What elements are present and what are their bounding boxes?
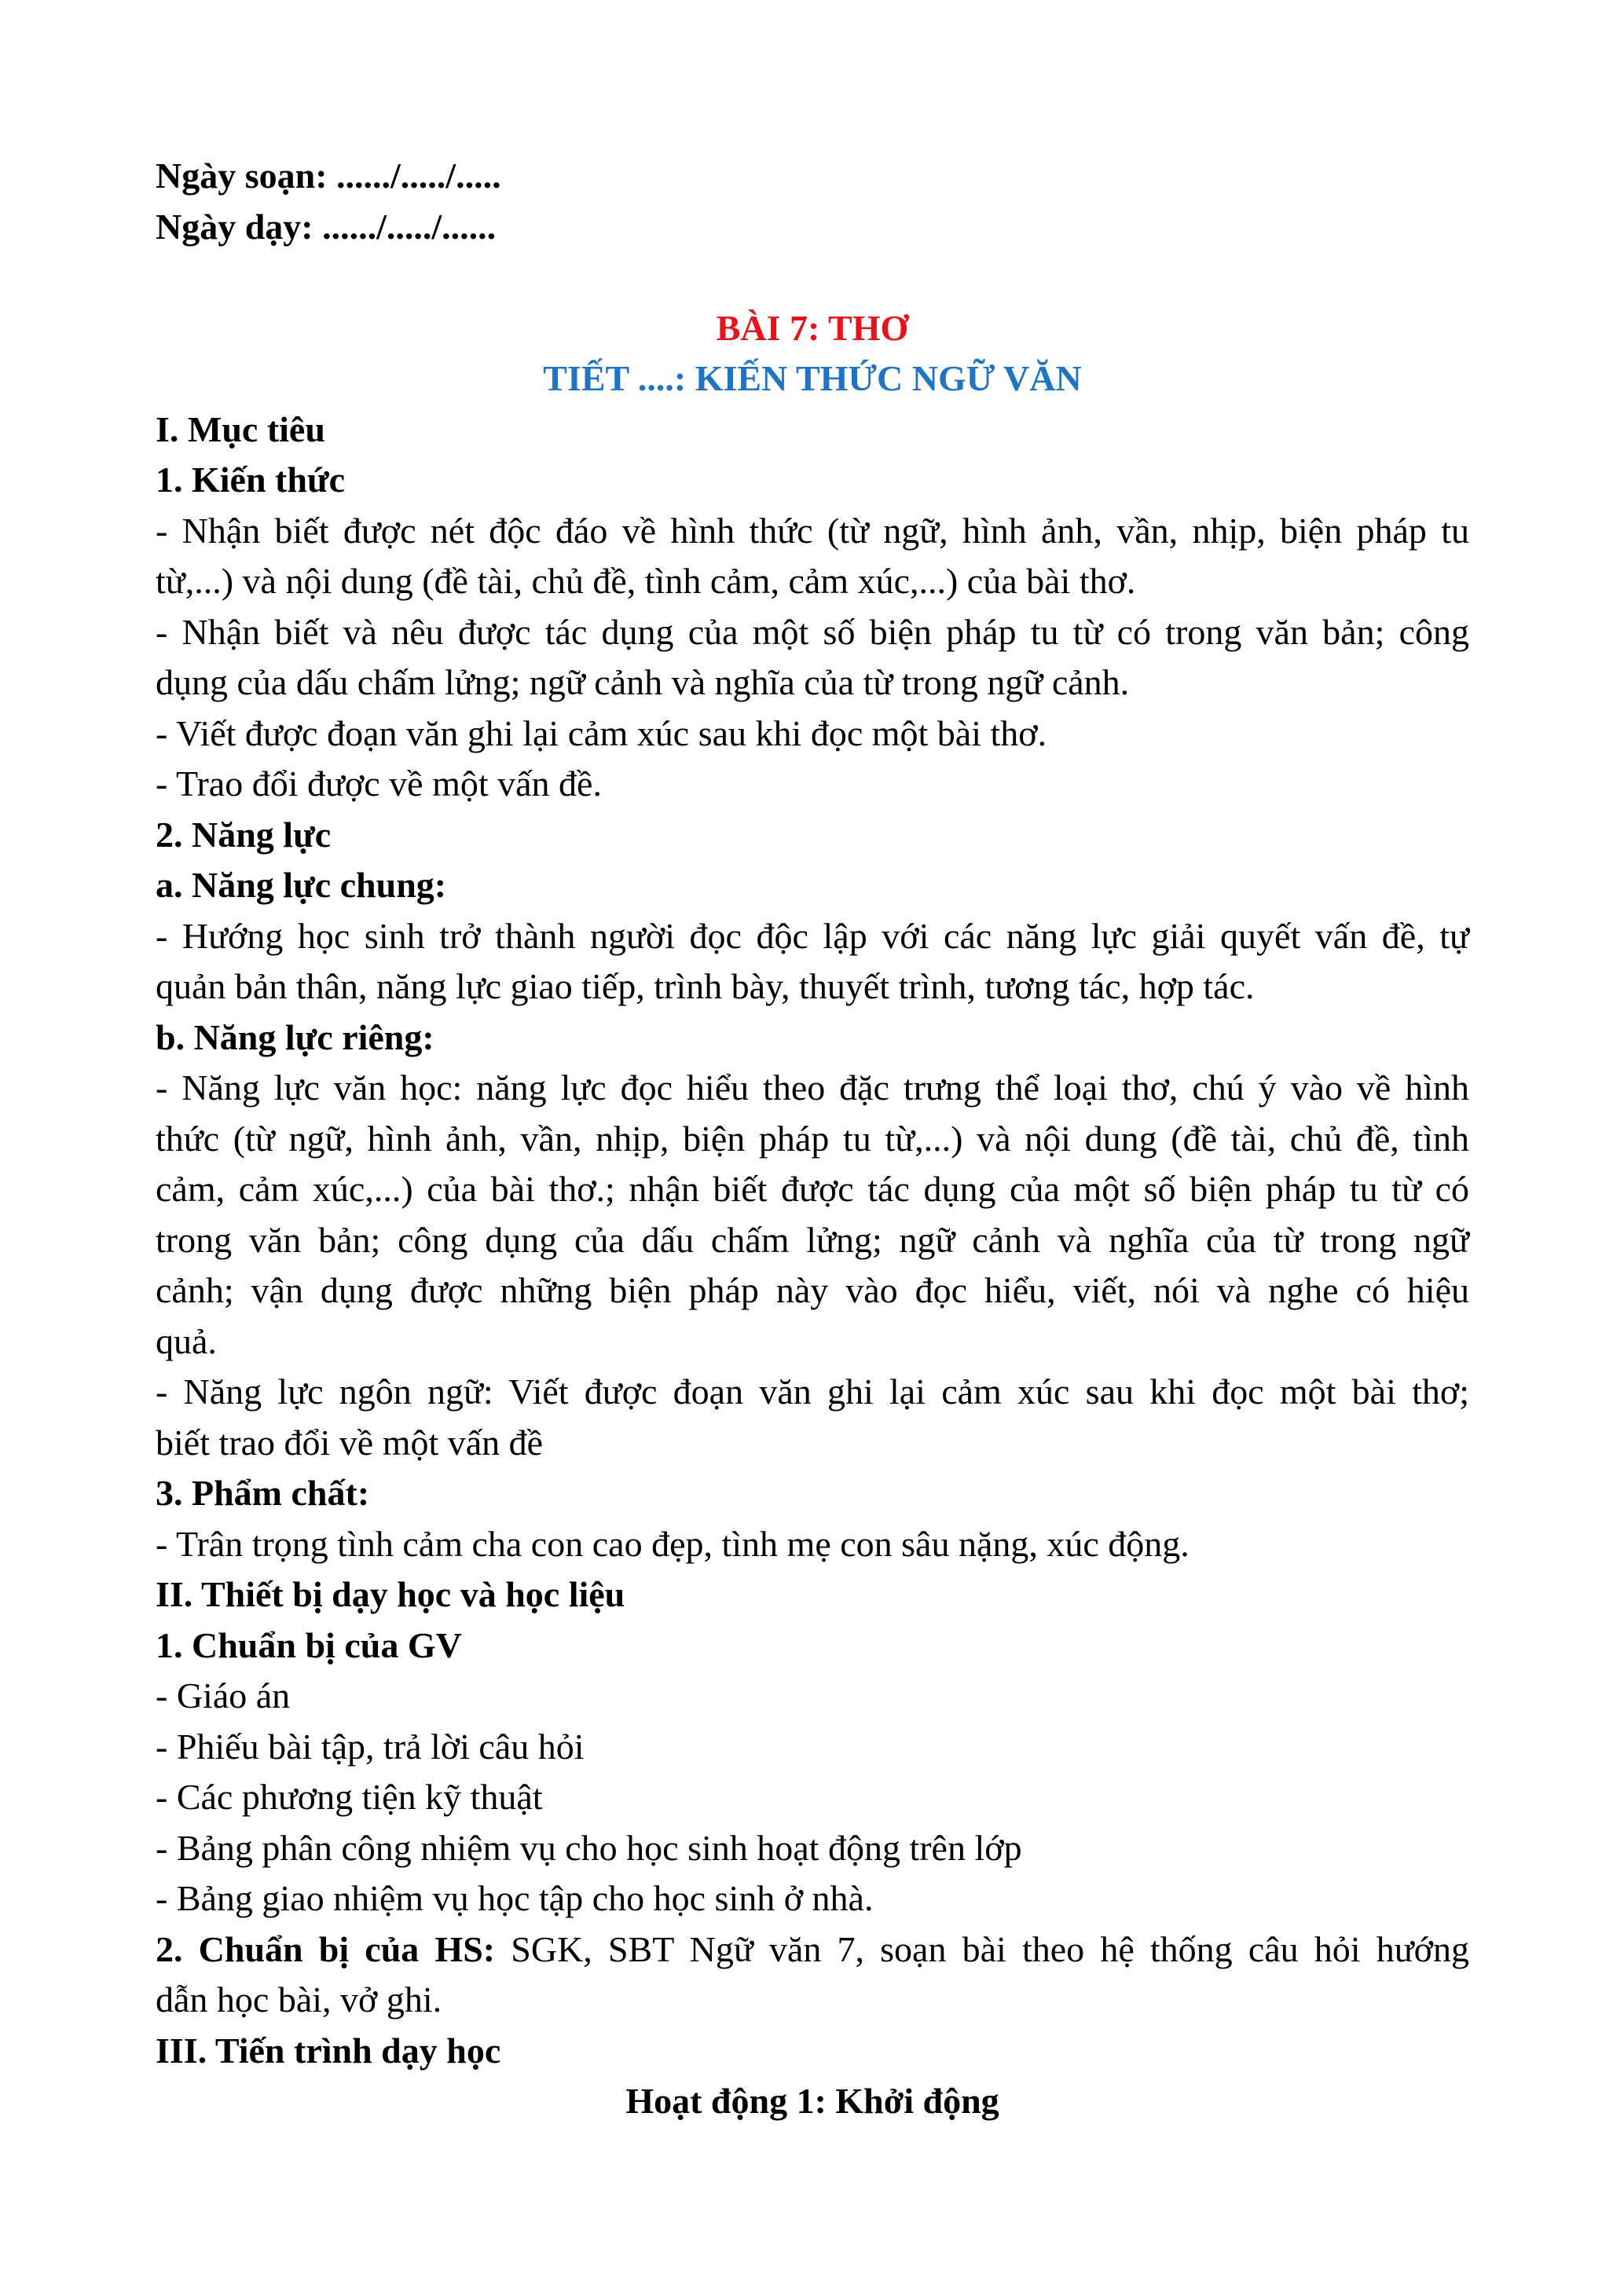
activity-heading: Hoạt động 1: Khởi động <box>625 2081 999 2121</box>
document-page <box>156 151 1469 2127</box>
specific-competence-heading: b. Năng lực riêng: <box>156 1016 434 1057</box>
paragraph-line: - Nhận biết và nêu được tác dụng của một số biện pháp tu từ có trong văn bản; công <box>156 611 1469 652</box>
paragraph-line: - Năng lực ngôn ngữ: Viết được đoạn văn ghi lại cảm xúc sau khi đọc một bài thơ; <box>156 1371 1469 1412</box>
paragraph-line: - Trao đổi được về một vấn đề. <box>156 764 602 804</box>
spacer <box>156 252 1469 303</box>
student-prep-text: SGK, SBT Ngữ văn 7, soạn bài theo hệ thống câu hỏi hướng <box>495 1928 1470 1969</box>
paragraph-line: quản bản thân, năng lực giao tiếp, trình bày, thuyết trình, tương tác, hợp tác. <box>156 966 1255 1006</box>
paragraph-line: cảnh; vận dụng được những biện pháp này vào đọc hiểu, viết, nói và nghe có hiệu <box>156 1270 1469 1310</box>
list-item: - Các phương tiện kỹ thuật <box>156 1777 543 1817</box>
paragraph-line: dẫn học bài, vở ghi. <box>156 1979 442 2020</box>
quality-heading: 3. Phẩm chất: <box>156 1473 370 1513</box>
student-prep-label: 2. Chuẩn bị của HS: <box>156 1928 496 1969</box>
paragraph-line: quả. <box>156 1320 217 1361</box>
student-prep-line <box>156 1924 1469 1976</box>
teach-date: Ngày dạy: ....../...../...... <box>156 206 497 247</box>
competence-heading: 2. Năng lực <box>156 814 332 855</box>
paragraph-line: - Năng lực văn học: năng lực đọc hiểu theo đặc trưng thể loại thơ, chú ý vào về hình <box>156 1067 1469 1108</box>
paragraph-line: - Nhận biết được nét độc đáo về hình thức (từ ngữ, hình ảnh, vần, nhịp, biện pháp tu <box>156 510 1469 551</box>
teacher-prep-heading: 1. Chuẩn bị của GV <box>156 1624 462 1665</box>
paragraph-line: từ,...) và nội dung (đề tài, chủ đề, tình cảm, cảm xúc,...) của bài thơ. <box>156 561 1136 601</box>
section-equipment-heading: II. Thiết bị dạy học và học liệu <box>156 1574 625 1614</box>
paragraph-line: thức (từ ngữ, hình ảnh, vần, nhịp, biện pháp tu từ,...) và nội dung (đề tài, chủ đề, tình <box>156 1118 1469 1159</box>
period-title: TIẾT ....: KIẾN THỨC NGỮ VĂN <box>543 358 1082 398</box>
list-item: - Phiếu bài tập, trả lời câu hỏi <box>156 1726 585 1767</box>
paragraph-line: - Viết được đoạn văn ghi lại cảm xúc sau khi đọc một bài thơ. <box>156 712 1047 753</box>
paragraph-line: - Hướng học sinh trở thành người đọc độc lập với các năng lực giải quyết vấn đề, tự <box>156 915 1469 956</box>
section-objectives-heading: I. Mục tiêu <box>156 408 325 449</box>
paragraph-line: biết trao đổi về một vấn đề <box>156 1422 544 1463</box>
paragraph-line: dụng của dấu chấm lửng; ngữ cảnh và nghĩa của từ trong ngữ cảnh. <box>156 662 1130 702</box>
lesson-title: BÀI 7: THƠ <box>716 307 909 348</box>
section-process-heading: III. Tiến trình dạy học <box>156 2030 501 2071</box>
list-item: - Giáo án <box>156 1675 291 1716</box>
knowledge-heading: 1. Kiến thức <box>156 460 345 500</box>
general-competence-heading: a. Năng lực chung: <box>156 865 447 905</box>
list-item: - Bảng giao nhiệm vụ học tập cho học sinh ở nhà. <box>156 1878 874 1918</box>
paragraph-line: trong văn bản; công dụng của dấu chấm lửng; ngữ cảnh và nghĩa của từ trong ngữ <box>156 1219 1469 1260</box>
prep-date: Ngày soạn: ....../...../..... <box>156 156 501 196</box>
list-item: - Bảng phân công nhiệm vụ cho học sinh hoạt động trên lớp <box>156 1827 1022 1868</box>
paragraph-line: - Trân trọng tình cảm cha con cao đẹp, tình mẹ con sâu nặng, xúc động. <box>156 1523 1190 1564</box>
paragraph-line: cảm, cảm xúc,...) của bài thơ.; nhận biết được tác dụng của một số biện pháp tu từ có <box>156 1169 1469 1209</box>
